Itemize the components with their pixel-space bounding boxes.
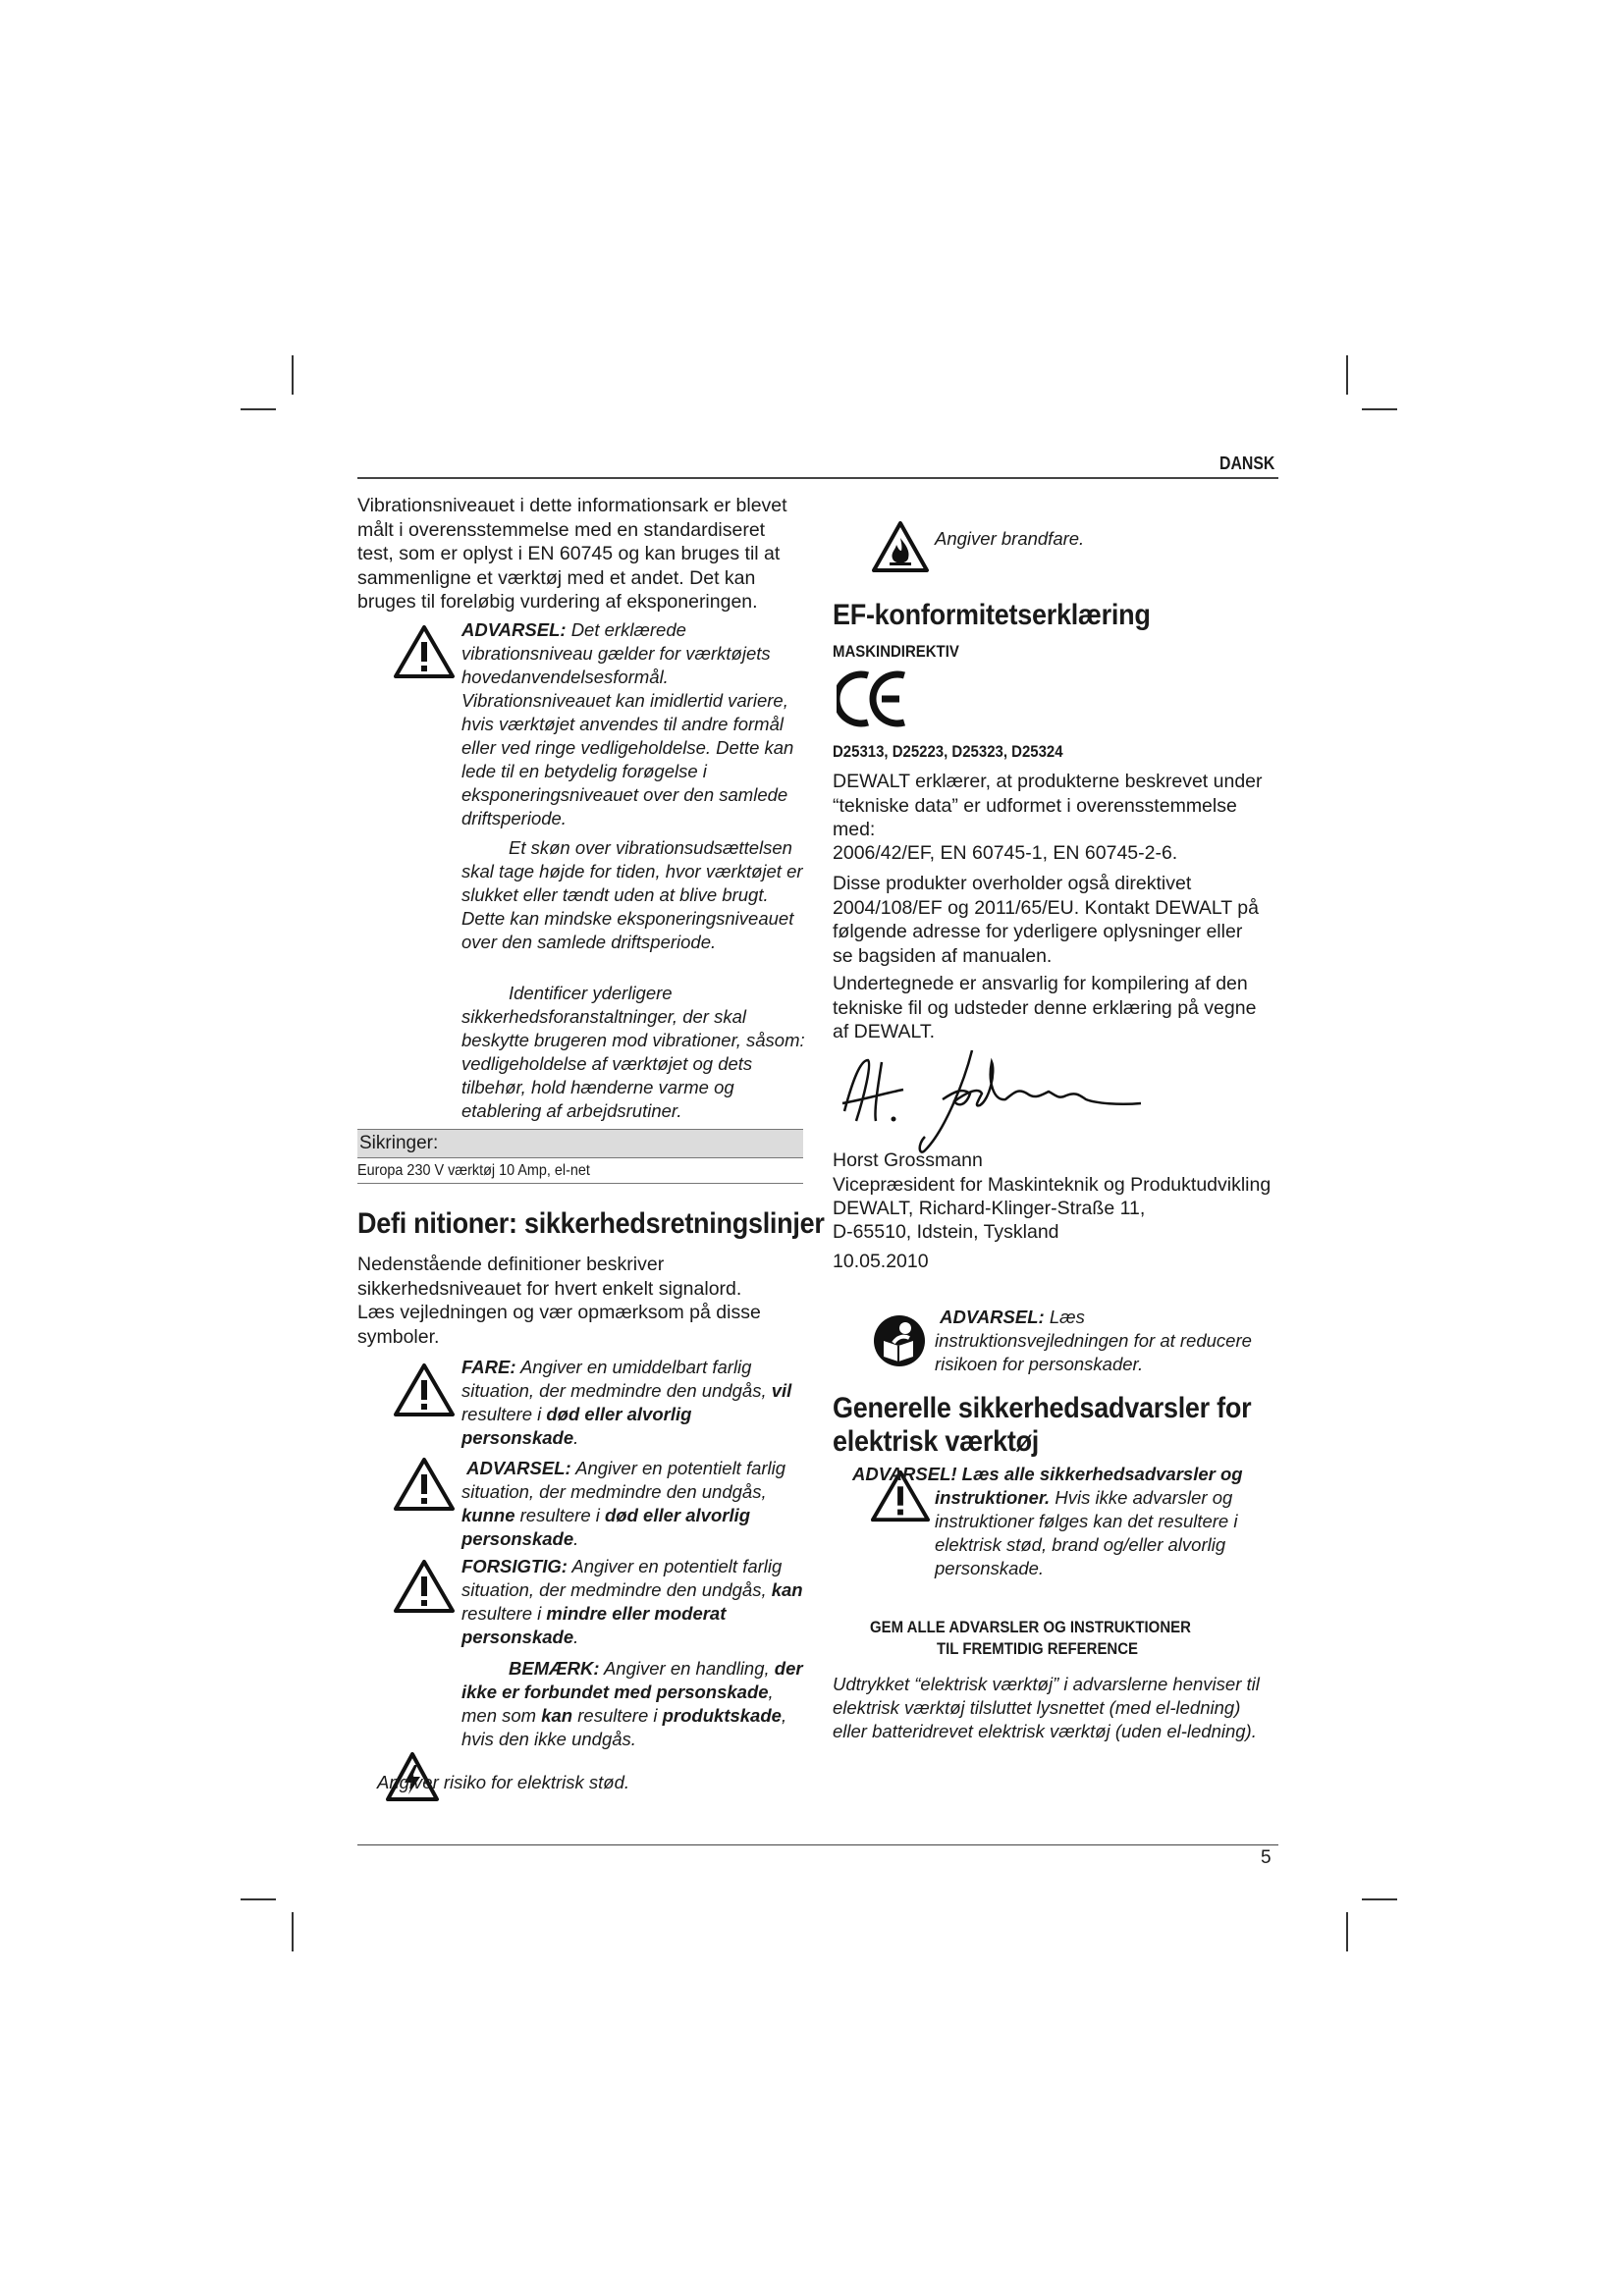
signer-title: Vicepræsident for Maskinteknik og Produktudvikling (833, 1174, 1272, 1196)
warning-vibration-text: ADVARSEL: Det erklærede vibrationsniveau gælder for værktøjets hovedanvendelsesformål. Vibrationsniveauet kan imidlertid variere, hvis værktøjet anvendes til andre formål eller ved ringe vedligeholdelse. Dette kan lede til en betydelig forøgelse i eksponeringsniveauet over den samlede driftsperiode. (461, 619, 794, 828)
crop-mark (292, 355, 294, 395)
footer-rule (357, 1844, 1278, 1845)
electric-shock-text: Angiver risiko for elektrisk stød. (377, 1772, 630, 1792)
fire-hazard-text: Angiver brandfare. (935, 528, 1085, 549)
definitions-intro: Nedenstående definitioner beskriver sikkerhedsniveauet for hvert enkelt signalord. Læs vejledningen og vær opmærksom på disse symboler. (357, 1254, 761, 1348)
notice-definition: BEMÆRK: Angiver en handling, der ikke er forbundet med personskade, men som kan resultere i produktskade, hvis den ikke undgås. (461, 1658, 803, 1749)
safety-measures-text: Identificer yderligere sikkerhedsforanstaltninger, der skal beskytte brugeren mod vibrationer, såsom: vedligeholdelse af værktøjet og dets tilbehør, hold hænderne varme og etablering af arbejdsrutiner. (461, 983, 805, 1121)
warning-triangle-icon (393, 1559, 456, 1614)
model-numbers: D25313, D25223, D25323, D25324 (833, 742, 1063, 761)
definitions-heading: Defi nitioner: sikkerhedsretningslinjer (357, 1207, 825, 1240)
warning-triangle-icon (393, 624, 456, 679)
crop-mark (1346, 355, 1348, 395)
general-warning-text: ADVARSEL! Læs alle sikkerhedsadvarsler og instruktioner. Hvis ikke advarsler og instruktioner følges kan det resultere i elektrisk stød, brand og/eller alvorlig personskade. (852, 1464, 1243, 1578)
directive-compliance-text: Disse produkter overholder også direktivet 2004/108/EF og 2011/65/EU. Kontakt DEWALT på følgende adresse for yderligere oplysninger eller se bagsiden af manualen. (833, 873, 1259, 967)
declaration-date: 10.05.2010 (833, 1251, 929, 1272)
page-number: 5 (1261, 1847, 1272, 1868)
read-manual-icon (872, 1313, 927, 1368)
address-line-1: DEWALT, Richard-Klinger-Straße 11, (833, 1198, 1146, 1219)
fire-hazard-icon (871, 520, 930, 573)
vibration-estimate-text: Et skøn over vibrationsudsættelsen skal tage højde for tiden, hvor værktøjet er slukket eller tændt uden at blive brugt. Dette kan mindske eksponeringsniveauet over den samlede driftsperiode. (461, 837, 803, 952)
crop-mark (1362, 1898, 1397, 1900)
warning-triangle-icon (393, 1362, 456, 1417)
power-tool-definition: Udtrykket “elektrisk værktøj” i advarslerne henviser til elektrisk værktøj tilsluttet lysnettet (med el-ledning) eller batteridrevet elektrisk værktøj (uden el-ledning). (833, 1674, 1260, 1741)
header-language: DANSK (1219, 454, 1275, 473)
header-rule (357, 477, 1278, 479)
declaration-standards: 2006/42/EF, EN 60745-1, EN 60745-2-6. (833, 842, 1178, 864)
save-instructions-line-1: GEM ALLE ADVARSLER OG INSTRUKTIONER (870, 1618, 1191, 1636)
save-instructions-line-2: TIL FREMTIDIG REFERENCE (937, 1639, 1139, 1658)
general-safety-heading-line-2: elektrisk værktøj (833, 1425, 1040, 1458)
warning-triangle-icon (393, 1457, 456, 1512)
danger-definition: FARE: Angiver en umiddelbart farlig situation, der medmindre den undgås, vil resultere i død eller alvorlig personskade. (461, 1357, 792, 1448)
warning-definition: ADVARSEL: Angiver en potentielt farlig situation, der medmindre den undgås, kunne resultere i død eller alvorlig personskade. (461, 1458, 786, 1549)
general-safety-heading-line-1: Generelle sikkerhedsadvarsler for (833, 1392, 1252, 1424)
ce-mark-icon (837, 667, 909, 730)
crop-mark (292, 1912, 294, 1951)
warning-label: ADVARSEL: (461, 619, 567, 640)
crop-mark (241, 1898, 276, 1900)
vibration-intro: Vibrationsniveauet i dette informationsark er blevet målt i overensstemmelse med en standardiseret test, som er oplyst i EN 60745 og kan bruges til at sammenligne et værktøj med et andet. Det kan bruges til foreløbig vurdering af eksponeringen. (357, 495, 787, 613)
crop-mark (241, 408, 276, 410)
responsible-signatory-text: Undertegnede er ansvarlig for kompilering af den tekniske fil og udsteder denne erklæring på vegne af DEWALT. (833, 973, 1257, 1042)
declaration-text: DEWALT erklærer, at produkterne beskrevet under “tekniske data” er udformet i overensstemmelse med: (833, 771, 1263, 840)
crop-mark (1346, 1912, 1348, 1951)
address-line-2: D-65510, Idstein, Tyskland (833, 1221, 1059, 1243)
crop-mark (1362, 408, 1397, 410)
ef-declaration-heading: EF-konformitetserklæring (833, 599, 1151, 631)
signer-name: Horst Grossmann (833, 1149, 983, 1171)
read-manual-warning: ADVARSEL: Læs instruktionsvejledningen for at reducere risikoen for personskader. (935, 1307, 1252, 1374)
fuses-table-row: Europa 230 V værktøj 10 Amp, el-net (357, 1159, 803, 1184)
signature (835, 1042, 1149, 1160)
caution-definition: FORSIGTIG: Angiver en potentielt farlig situation, der medmindre den undgås, kan resultere i mindre eller moderat personskade. (461, 1556, 803, 1647)
fuses-table-header: Sikringer: (357, 1129, 803, 1158)
machinery-directive: MASKINDIREKTIV (833, 642, 959, 661)
